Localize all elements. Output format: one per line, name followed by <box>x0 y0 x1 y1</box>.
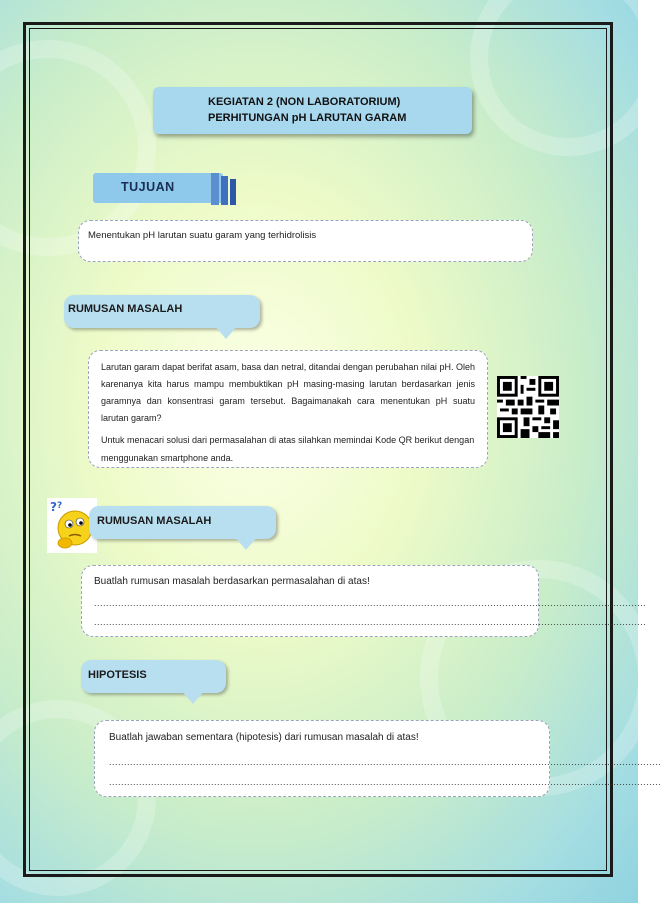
qr-code-icon[interactable] <box>497 376 559 438</box>
answer-line-2[interactable]: ........................................................................................................................................................................................ <box>94 617 647 627</box>
rumusan-masalah-box <box>88 350 488 468</box>
answer-line-1[interactable]: ........................................................................................................................................................................................ <box>94 598 647 608</box>
hipotesis-instruction: Buatlah jawaban sementara (hipotesis) dari rumusan masalah di atas! <box>109 732 419 743</box>
rumusan-masalah-2-instruction: Buatlah rumusan masalah berdasarkan permasalahan di atas! <box>94 576 370 587</box>
rumusan-masalah-label <box>64 295 260 328</box>
hipotesis-label <box>81 660 226 693</box>
svg-text:?: ? <box>57 501 63 511</box>
tujuan-text: Menentukan pH larutan suatu garam yang terhidrolisis <box>88 230 317 241</box>
hipotesis-box <box>94 720 662 797</box>
activity-title-line2: PERHITUNGAN pH LARUTAN GARAM <box>208 112 407 124</box>
answer-line-2[interactable]: ........................................................................................................................................................................................ <box>109 777 662 787</box>
hipotesis-label-text: HIPOTESIS <box>88 669 147 681</box>
rumusan-masalah-2-label-text: RUMUSAN MASALAH <box>97 515 212 527</box>
rumusan-masalah-label-text: RUMUSAN MASALAH <box>68 303 183 315</box>
rumusan-masalah-2-label <box>89 506 276 539</box>
tujuan-box <box>78 220 533 262</box>
answer-line-1[interactable]: ........................................................................................................................................................................................ <box>109 757 662 767</box>
svg-text:?: ? <box>50 500 57 514</box>
rumusan-masalah-paragraph1: Larutan garam dapat berifat asam, basa dan netral, ditandai dengan perubahan nilai pH. Oleh karenanya kita harus mampu membuktikan pH masing-masing larutan berdasarkan jenis garamnya dan konsentrasi garam tersebut. Bagaimanakah cara menentukan pH suatu larutan garam? <box>101 362 475 423</box>
rumusan-masalah-paragraph2: Untuk menacari solusi dari permasalahan di atas silahkan memindai Kode QR berikut dengan menggunakan smartphone anda. <box>101 435 475 463</box>
tujuan-tab <box>93 173 243 206</box>
rumusan-masalah-2-box <box>81 565 647 637</box>
activity-title-box <box>153 87 472 134</box>
tujuan-label: TUJUAN <box>121 180 175 194</box>
activity-title-line1: KEGIATAN 2 (NON LABORATORIUM) <box>208 96 401 108</box>
